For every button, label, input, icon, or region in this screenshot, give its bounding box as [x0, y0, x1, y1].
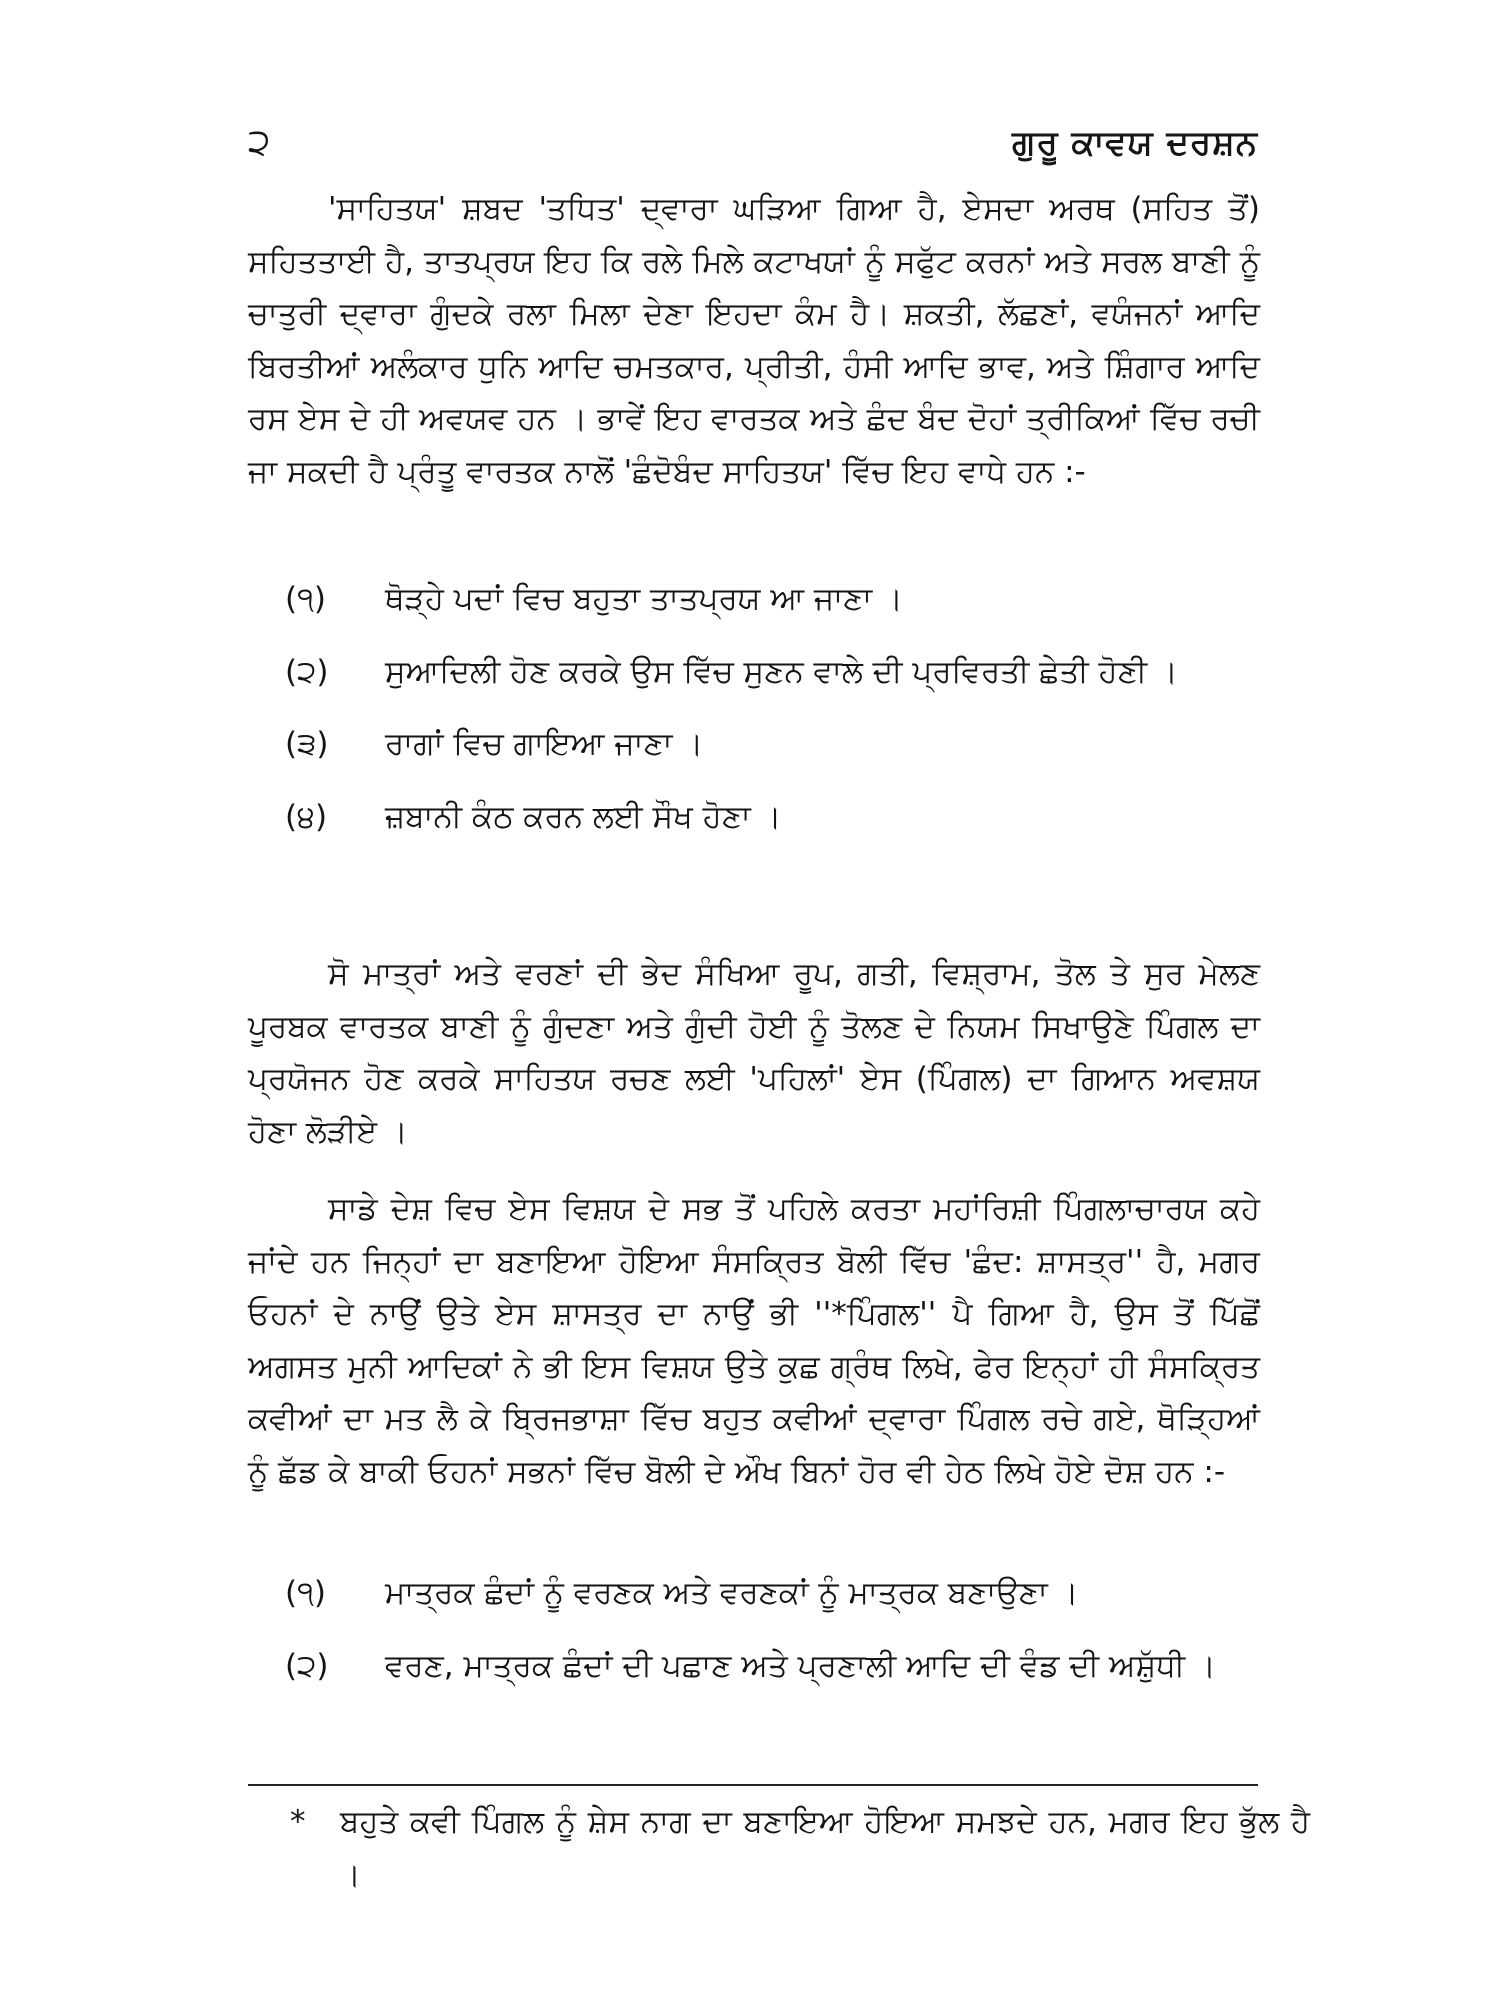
- footnote-text: ਬਹੁਤੇ ਕਵੀ ਪਿੰਗਲ ਨੂੰ ਸ਼ੇਸ ਨਾਗ ਦਾ ਬਣਾਇਆ ਹੋਇਆ ਸਮਝਦੇ ਹਨ, ਮਗਰ ਇਹ ਭੁੱਲ ਹੈ ।: [340, 1804, 1310, 1893]
- footnote: [290, 1796, 1310, 1901]
- paragraph-sahitya-definition: 'ਸਾਹਿਤਯ' ਸ਼ਬਦ 'ਤਧਿਤ' ਦ੍ਵਾਰਾ ਘੜਿਆ ਗਿਆ ਹੈ, ਏਸਦਾ ਅਰਥ (ਸਹਿਤ ਤੋਂ) ਸਹਿਤਤਾਈ ਹੈ, ਤਾਤਪ੍ਰਯ ਇਹ ਕਿ ਰਲੇ ਮਿਲੇ ਕਟਾਖਯਾਂ ਨੂੰ ਸਫੁੱਟ ਕਰਨਾਂ ਅਤੇ ਸਰਲ ਬਾਣੀ ਨੂੰ ਚਾਤੁਰੀ ਦ੍ਵਾਰਾ ਗੁੰਦਕੇ ਰਲਾ ਮਿਲਾ ਦੇਣਾ ਇਹਦਾ ਕੰਮ ਹੈ। ਸ਼ਕਤੀ, ਲੱਛਣਾਂ, ਵਯੰਜਨਾਂ ਆਦਿ ਬਿਰਤੀਆਂ ਅਲੰਕਾਰ ਧੁਨਿ ਆਦਿ ਚਮਤਕਾਰ, ਪ੍ਰੀਤੀ, ਹੰਸੀ ਆਦਿ ਭਾਵ, ਅਤੇ ਸ਼ਿੰਗਾਰ ਆਦਿ ਰਸ ਏਸ ਦੇ ਹੀ ਅਵਯਵ ਹਨ । ਭਾਵੇਂ ਇਹ ਵਾਰਤਕ ਅਤੇ ਛੰਦ ਬੰਦ ਦੋਹਾਂ ਤ੍ਰੀਕਿਆਂ ਵਿੱਚ ਰਚੀ ਜਾ ਸਕਦੀ ਹੈ ਪ੍ਰੰਤੂ ਵਾਰਤਕ ਨਾਲੋਂ 'ਛੰਦੋਬੰਦ ਸਾਹਿਤਯ' ਵਿੱਚ ਇਹ ਵਾਧੇ ਹਨ :-: [248, 191, 1260, 490]
- list-item-text: ਸੁਆਦਿਲੀ ਹੋਣ ਕਰਕੇ ਉਸ ਵਿੱਚ ਸੁਣਨ ਵਾਲੇ ਦੀ ਪ੍ਰਵਿਰਤੀ ਛੇਤੀ ਹੋਣੀ ।: [385, 653, 1178, 690]
- running-title: ਗੁਰੂ ਕਾਵਯ ਦਰਸ਼ਨ: [1011, 123, 1258, 163]
- list-item-number: (੪): [285, 798, 328, 835]
- page-header: [248, 118, 1258, 178]
- list-item-text: ਥੋੜ੍ਹੇ ਪਦਾਂ ਵਿਚ ਬਹੁਤਾ ਤਾਤਪ੍ਰਯ ਆ ਜਾਣਾ ।: [385, 581, 903, 617]
- footnote-divider: [248, 1784, 1258, 1786]
- list-item: [285, 646, 1260, 699]
- list-item-number: (੨): [285, 1647, 329, 1684]
- list-item: [285, 573, 1260, 626]
- list-item-text: ਵਰਣ, ਮਾਤ੍ਰਕ ਛੰਦਾਂ ਦੀ ਪਛਾਣ ਅਤੇ ਪ੍ਰਣਾਲੀ ਆਦਿ ਦੀ ਵੰਡ ਦੀ ਅਸ਼ੁੱਧੀ ।: [385, 1647, 1216, 1684]
- list-item: [285, 718, 1260, 771]
- list-item-text: ਮਾਤ੍ਰਕ ਛੰਦਾਂ ਨੂੰ ਵਰਣਕ ਅਤੇ ਵਰਣਕਾਂ ਨੂੰ ਮਾਤ੍ਰਕ ਬਣਾਉਣਾ ।: [385, 1575, 1079, 1611]
- list-item-text: ਜ਼ਬਾਨੀ ਕੰਠ ਕਰਨ ਲਈ ਸੌਖ ਹੋਣਾ ।: [385, 798, 782, 835]
- advantages-list: [285, 573, 1260, 863]
- list-item-text: ਰਾਗਾਂ ਵਿਚ ਗਾਇਆ ਜਾਣਾ ।: [385, 726, 704, 762]
- page-number: ੨: [248, 122, 271, 163]
- paragraph-pingal-purpose: ਸੋ ਮਾਤ੍ਰਾਂ ਅਤੇ ਵਰਣਾਂ ਦੀ ਭੇਦ ਸੰਖਿਆ ਰੂਪ, ਗਤੀ, ਵਿਸ਼੍ਰਾਮ, ਤੋਲ ਤੇ ਸੁਰ ਮੇਲਣ ਪੂਰਬਕ ਵਾਰਤਕ ਬਾਣੀ ਨੂੰ ਗੁੰਦਣਾ ਅਤੇ ਗੁੰਦੀ ਹੋਈ ਨੂੰ ਤੋਲਣ ਦੇ ਨਿਯਮ ਸਿਖਾਉਣੇ ਪਿੰਗਲ ਦਾ ਪ੍ਰਯੋਜਨ ਹੋਣ ਕਰਕੇ ਸਾਹਿਤਯ ਰਚਣ ਲਈ 'ਪਹਿਲਾਂ' ਏਸ (ਪਿੰਗਲ) ਦਾ ਗਿਆਨ ਅਵਸ਼ਯ ਹੋਣਾ ਲੋੜੀਏ ।: [248, 956, 1260, 1150]
- list-item: [285, 1640, 1260, 1693]
- list-item-number: (੨): [285, 653, 329, 690]
- faults-list: [285, 1567, 1260, 1712]
- paragraph-pingal-history: ਸਾਡੇ ਦੇਸ਼ ਵਿਚ ਏਸ ਵਿਸ਼ਯ ਦੇ ਸਭ ਤੋਂ ਪਹਿਲੇ ਕਰਤਾ ਮਹਾਂਰਿਸ਼ੀ ਪਿੰਗਲਾਚਾਰਯ ਕਹੇ ਜਾਂਦੇ ਹਨ ਜਿਨ੍ਹਾਂ ਦਾ ਬਣਾਇਆ ਹੋਇਆ ਸੰਸਕ੍ਰਿਤ ਬੋਲੀ ਵਿੱਚ 'ਛੰਦ: ਸ਼ਾਸਤ੍ਰ'' ਹੈ, ਮਗਰ ਓਹਨਾਂ ਦੇ ਨਾਉਂ ਉਤੇ ਏਸ ਸ਼ਾਸਤ੍ਰ ਦਾ ਨਾਉਂ ਭੀ ''*ਪਿੰਗਲ'' ਪੈ ਗਿਆ ਹੈ, ਉਸ ਤੋਂ ਪਿੱਛੋਂ ਅਗਸਤ ਮੁਨੀ ਆਦਿਕਾਂ ਨੇ ਭੀ ਇਸ ਵਿਸ਼ਯ ਉਤੇ ਕੁਛ ਗ੍ਰੰਥ ਲਿਖੇ, ਫੇਰ ਇਨ੍ਹਾਂ ਹੀ ਸੰਸਕ੍ਰਿਤ ਕਵੀਆਂ ਦਾ ਮਤ ਲੈ ਕੇ ਬ੍ਰਿਜਭਾਸ਼ਾ ਵਿੱਚ ਬਹੁਤ ਕਵੀਆਂ ਦ੍ਵਾਰਾ ਪਿੰਗਲ ਰਚੇ ਗਏ, ਥੋੜ੍ਹਿਆਂ ਨੂੰ ਛੱਡ ਕੇ ਬਾਕੀ ਓਹਨਾਂ ਸਭਨਾਂ ਵਿੱਚ ਬੋਲੀ ਦੇ ਔਖ ਬਿਨਾਂ ਹੋਰ ਵੀ ਹੇਠ ਲਿਖੇ ਹੋਏ ਦੋਸ਼ ਹਨ :-: [248, 1191, 1260, 1490]
- list-item: [285, 1567, 1260, 1620]
- list-item-number: (੧): [285, 581, 327, 617]
- list-item-number: (੧): [285, 1575, 327, 1611]
- footnote-mark: *: [290, 1804, 306, 1840]
- list-item: [285, 791, 1260, 844]
- list-item-number: (੩): [285, 726, 329, 762]
